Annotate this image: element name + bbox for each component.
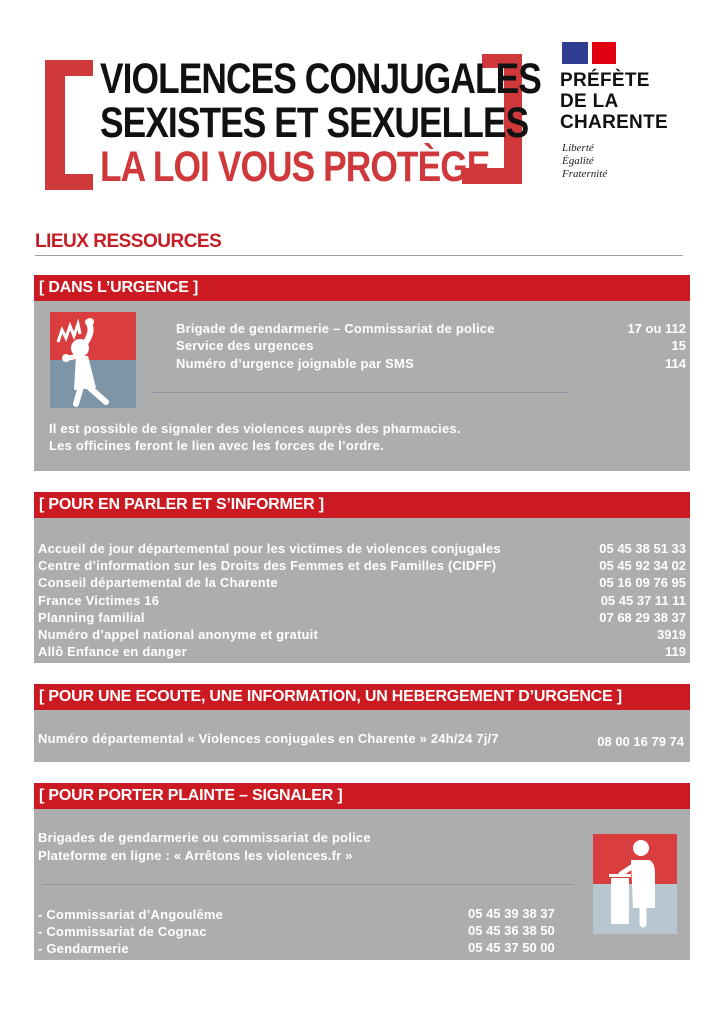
row-label: Numéro d’urgence joignable par SMS <box>176 356 414 371</box>
row-label: Numéro départemental « Violences conjugales en Charente » 24h/24 7j/7 <box>38 731 499 746</box>
prefecture-name-line: PRÉFÈTE <box>560 70 650 91</box>
row-label: Numéro d’appel national anonyme et gratuit <box>38 627 318 642</box>
section-body-plainte <box>34 809 690 960</box>
phone-number[interactable]: 05 45 39 38 37 <box>468 906 555 921</box>
motto-line: Liberté <box>562 142 594 154</box>
row-label: Brigade de gendarmerie – Commissariat de police <box>176 321 495 336</box>
left-bracket-shape <box>45 60 65 188</box>
section-header-plainte: [ POUR PORTER PLAINTE – SIGNALER ] <box>34 783 690 809</box>
phone-number[interactable]: 05 45 92 34 02 <box>599 558 686 573</box>
victim-of-violence-icon <box>50 312 136 408</box>
phone-number[interactable]: 05 16 09 76 95 <box>599 575 686 590</box>
section-body-urgence <box>34 301 690 471</box>
section-header-ecoute: [ POUR UNE ECOUTE, UNE INFORMATION, UN HEBERGEMENT D’URGENCE ] <box>34 684 690 710</box>
pharmacy-note-line: Les officines feront le lien avec les forces de l’ordre. <box>49 438 384 453</box>
phone-number[interactable]: 08 00 16 79 74 <box>597 734 684 749</box>
row-label: Centre d’information sur les Droits des Femmes et des Familles (CIDFF) <box>38 558 497 573</box>
motto-line: Égalité <box>562 155 594 167</box>
online-platform-link[interactable]: Plateforme en ligne : « Arrêtons les violences.fr » <box>38 848 353 863</box>
banner-line-1: VIOLENCES CONJUGALES <box>100 56 541 104</box>
prefecture-name-line: DE LA <box>560 91 619 112</box>
phone-number[interactable]: 3919 <box>657 627 686 642</box>
section-body-ecoute <box>34 710 690 762</box>
filing-complaint-icon <box>593 834 677 934</box>
row-label: Allô Enfance en danger <box>38 644 187 659</box>
phone-number[interactable]: 17 ou 112 <box>627 321 686 336</box>
title-divider <box>35 255 683 256</box>
motto-line: Fraternité <box>562 168 608 180</box>
campaign-banner <box>40 50 541 196</box>
section-body-informer <box>34 518 690 663</box>
section-header-informer: [ POUR EN PARLER ET S’INFORMER ] <box>34 492 690 518</box>
phone-number[interactable]: 05 45 37 11 11 <box>600 593 686 608</box>
banner-line-2: SEXISTES ET SEXUELLES <box>100 100 529 148</box>
section-divider <box>42 884 574 885</box>
phone-number[interactable]: 119 <box>665 644 686 659</box>
page-title: LIEUX RESSOURCES <box>35 231 222 252</box>
row-label: Accueil de jour départemental pour les victimes de violences conjugales <box>38 541 501 556</box>
marianne-flag-icon <box>562 42 616 64</box>
banner-line-3: LA LOI VOUS PROTÈGE <box>100 144 490 192</box>
row-label: - Commissariat de Cognac <box>38 924 207 939</box>
phone-number[interactable]: 15 <box>671 338 686 353</box>
prefecture-name-line: CHARENTE <box>560 112 668 133</box>
row-label: Planning familial <box>38 610 145 625</box>
intro-line: Brigades de gendarmerie ou commissariat de police <box>38 830 371 845</box>
prefecture-logo <box>560 42 690 187</box>
row-label: Conseil départemental de la Charente <box>38 575 278 590</box>
left-bracket-bottom <box>45 174 93 190</box>
row-label: Service des urgences <box>176 338 314 353</box>
republic-motto <box>562 142 607 181</box>
phone-number[interactable]: 05 45 36 38 50 <box>468 923 555 938</box>
phone-number[interactable]: 07 68 29 38 37 <box>599 610 686 625</box>
phone-number[interactable]: 05 45 38 51 33 <box>599 541 686 556</box>
pharmacy-note-line: Il est possible de signaler des violences auprès des pharmacies. <box>49 421 461 436</box>
phone-number[interactable]: 114 <box>665 356 686 371</box>
row-label: - Gendarmerie <box>38 941 129 956</box>
section-header-urgence: [ DANS L’URGENCE ] <box>34 275 690 301</box>
section-divider <box>152 392 568 393</box>
row-label: - Commissariat d’Angoulême <box>38 907 224 922</box>
row-label: France Victimes 16 <box>38 593 160 608</box>
left-bracket-top <box>45 60 93 76</box>
prefecture-name <box>560 70 668 133</box>
phone-number[interactable]: 05 45 37 50 00 <box>468 940 555 955</box>
